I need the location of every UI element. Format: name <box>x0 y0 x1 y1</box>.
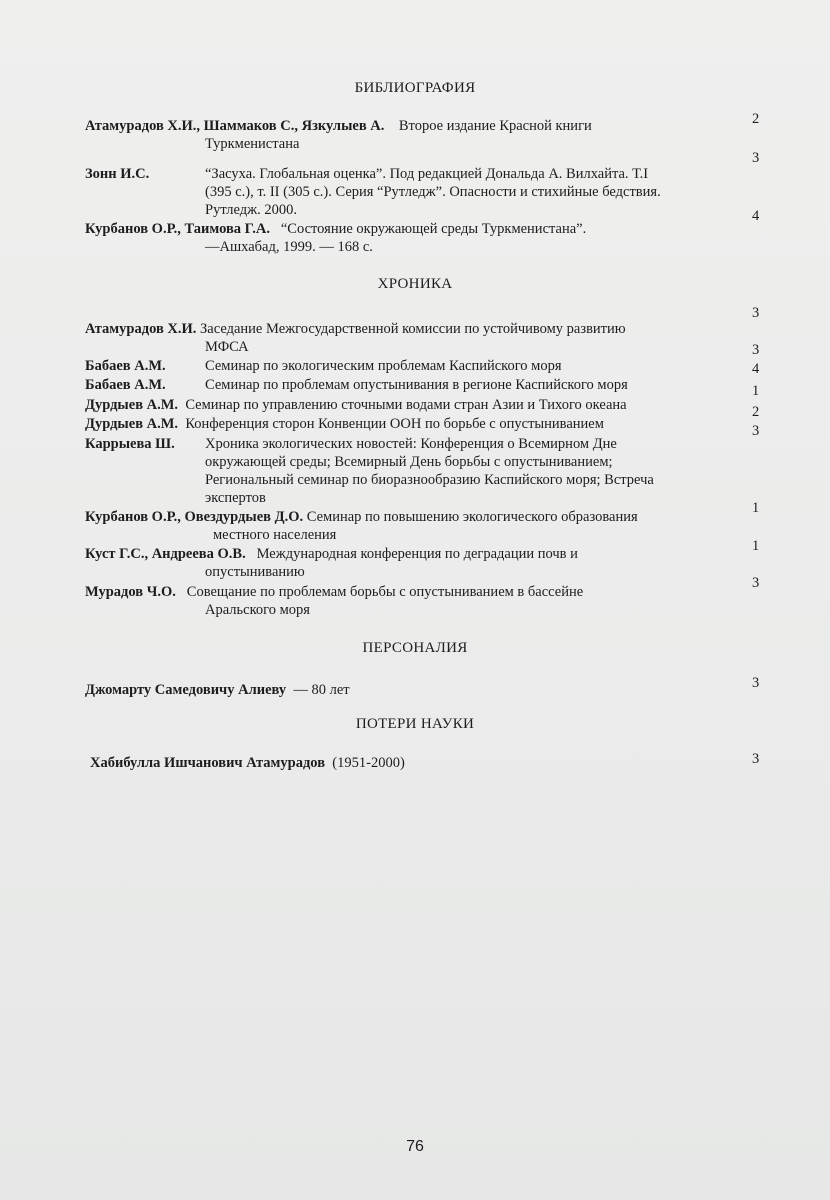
chronicle-entry <box>85 435 735 507</box>
bibliography-entry <box>85 165 735 219</box>
entry-title: Семинар по управлению сточными водами стран Азии и Тихого океана <box>185 397 627 413</box>
chronicle-entry <box>85 376 735 394</box>
entry-page-number: 2 <box>752 111 760 127</box>
entry-title: Семинар по проблемам опустынивания в регионе Каспийского моря <box>205 377 628 393</box>
entry-author: Джомарту Самедовичу Алиеву <box>85 682 287 698</box>
bibliography-entry <box>85 220 735 256</box>
chronicle-entry <box>85 508 735 544</box>
entry-title-continued: Аральского моря <box>205 602 310 618</box>
entry-author: Бабаев А.М. <box>85 377 166 393</box>
entry-page-number: 3 <box>752 423 760 439</box>
chronicle-entry <box>85 583 735 619</box>
entry-title-continued: опустыниванию <box>205 564 305 580</box>
entry-page-number: 3 <box>752 575 760 591</box>
entry-title-continued: Региональный семинар по биоразнообразию Каспийского моря; Встреча <box>205 472 654 488</box>
entry-author: Курбанов О.Р., Овездурдыев Д.О. <box>85 509 304 525</box>
section-heading-losses: ПОТЕРИ НАУКИ <box>355 716 475 732</box>
page-number: 76 <box>406 1138 424 1155</box>
section-heading-bibliography: БИБЛИОГРАФИЯ <box>354 80 476 96</box>
entry-page-number: 4 <box>752 361 760 377</box>
entry-title: Семинар по повышению экологического образования <box>306 509 638 525</box>
chronicle-entry <box>85 396 735 414</box>
chronicle-entry <box>85 415 735 433</box>
personalia-entry <box>85 681 735 699</box>
entry-page-number: 3 <box>752 150 760 166</box>
entry-author: Куст Г.С., Андреева О.В. <box>85 546 246 562</box>
entry-title: “Состояние окружающей среды Туркменистана”. <box>280 221 587 237</box>
entry-title: Заседание Межгосударственной комиссии по устойчивому развитию <box>200 321 626 337</box>
chronicle-entry <box>85 357 735 375</box>
entry-page-number: 1 <box>752 500 760 516</box>
entry-title-continued: МФСА <box>205 339 249 355</box>
entry-page-number: 3 <box>752 675 760 691</box>
chronicle-entry <box>85 545 735 581</box>
entry-author: Хабибулла Ишчанович Атамурадов <box>90 755 326 771</box>
entry-title: Второе издание Красной книги <box>398 118 592 134</box>
section-heading-chronicle: ХРОНИКА <box>377 276 453 292</box>
bibliography-entry <box>85 117 735 153</box>
entry-title: Совещание по проблемам борьбы с опустыниванием в бассейне <box>186 584 584 600</box>
entry-author: Каррыева Ш. <box>85 436 175 452</box>
entry-author: Дурдыев А.М. <box>85 416 179 432</box>
entry-title: (1951-2000) <box>332 755 405 771</box>
entry-title: “Засуха. Глобальная оценка”. Под редакцией Дональда А. Вилхайта. Т.I <box>205 166 649 182</box>
entry-page-number: 3 <box>752 305 760 321</box>
entry-page-number: 1 <box>752 383 760 399</box>
entry-author: Атамурадов Х.И. <box>85 321 197 337</box>
entry-title: Конференция сторон Конвенции ООН по борьбе с опустыниванием <box>185 416 604 432</box>
entry-author: Бабаев А.М. <box>85 358 166 374</box>
entry-title-continued: местного населения <box>213 527 337 543</box>
entry-page-number: 2 <box>752 404 760 420</box>
entry-page-number: 1 <box>752 538 760 554</box>
entry-author: Курбанов О.Р., Таимова Г.А. <box>85 221 270 237</box>
entry-page-number: 3 <box>752 342 760 358</box>
entry-title: Хроника экологических новостей: Конференция о Всемирном Дне <box>205 436 617 452</box>
chronicle-entry <box>85 320 735 356</box>
entry-title-continued: Туркменистана <box>205 136 300 152</box>
entry-author: Атамурадов Х.И., Шаммаков С., Язкулыев А. <box>85 118 385 134</box>
entry-author: Зонн И.С. <box>85 166 150 182</box>
entry-page-number: 4 <box>752 208 760 224</box>
section-heading-personalia: ПЕРСОНАЛИЯ <box>362 640 468 656</box>
entry-title-continued: окружающей среды; Всемирный День борьбы с опустыниванием; <box>205 454 613 470</box>
entry-page-number: 3 <box>752 751 760 767</box>
entry-title-continued: —Ашхабад, 1999. — 168 с. <box>205 239 373 255</box>
losses-entry <box>90 754 740 772</box>
entry-author: Мурадов Ч.О. <box>85 584 176 600</box>
entry-title-continued: экспертов <box>205 490 266 506</box>
entry-title-continued: (395 с.), т. II (305 с.). Серия “Рутледж”. Опасности и стихийные бедствия. <box>205 184 661 200</box>
entry-title: — 80 лет <box>293 682 350 698</box>
entry-title: Международная конференция по деградации почв и <box>256 546 578 562</box>
entry-title: Семинар по экологическим проблемам Каспийского моря <box>205 358 562 374</box>
entry-author: Дурдыев А.М. <box>85 397 179 413</box>
entry-title-continued: Рутледж. 2000. <box>205 202 298 218</box>
